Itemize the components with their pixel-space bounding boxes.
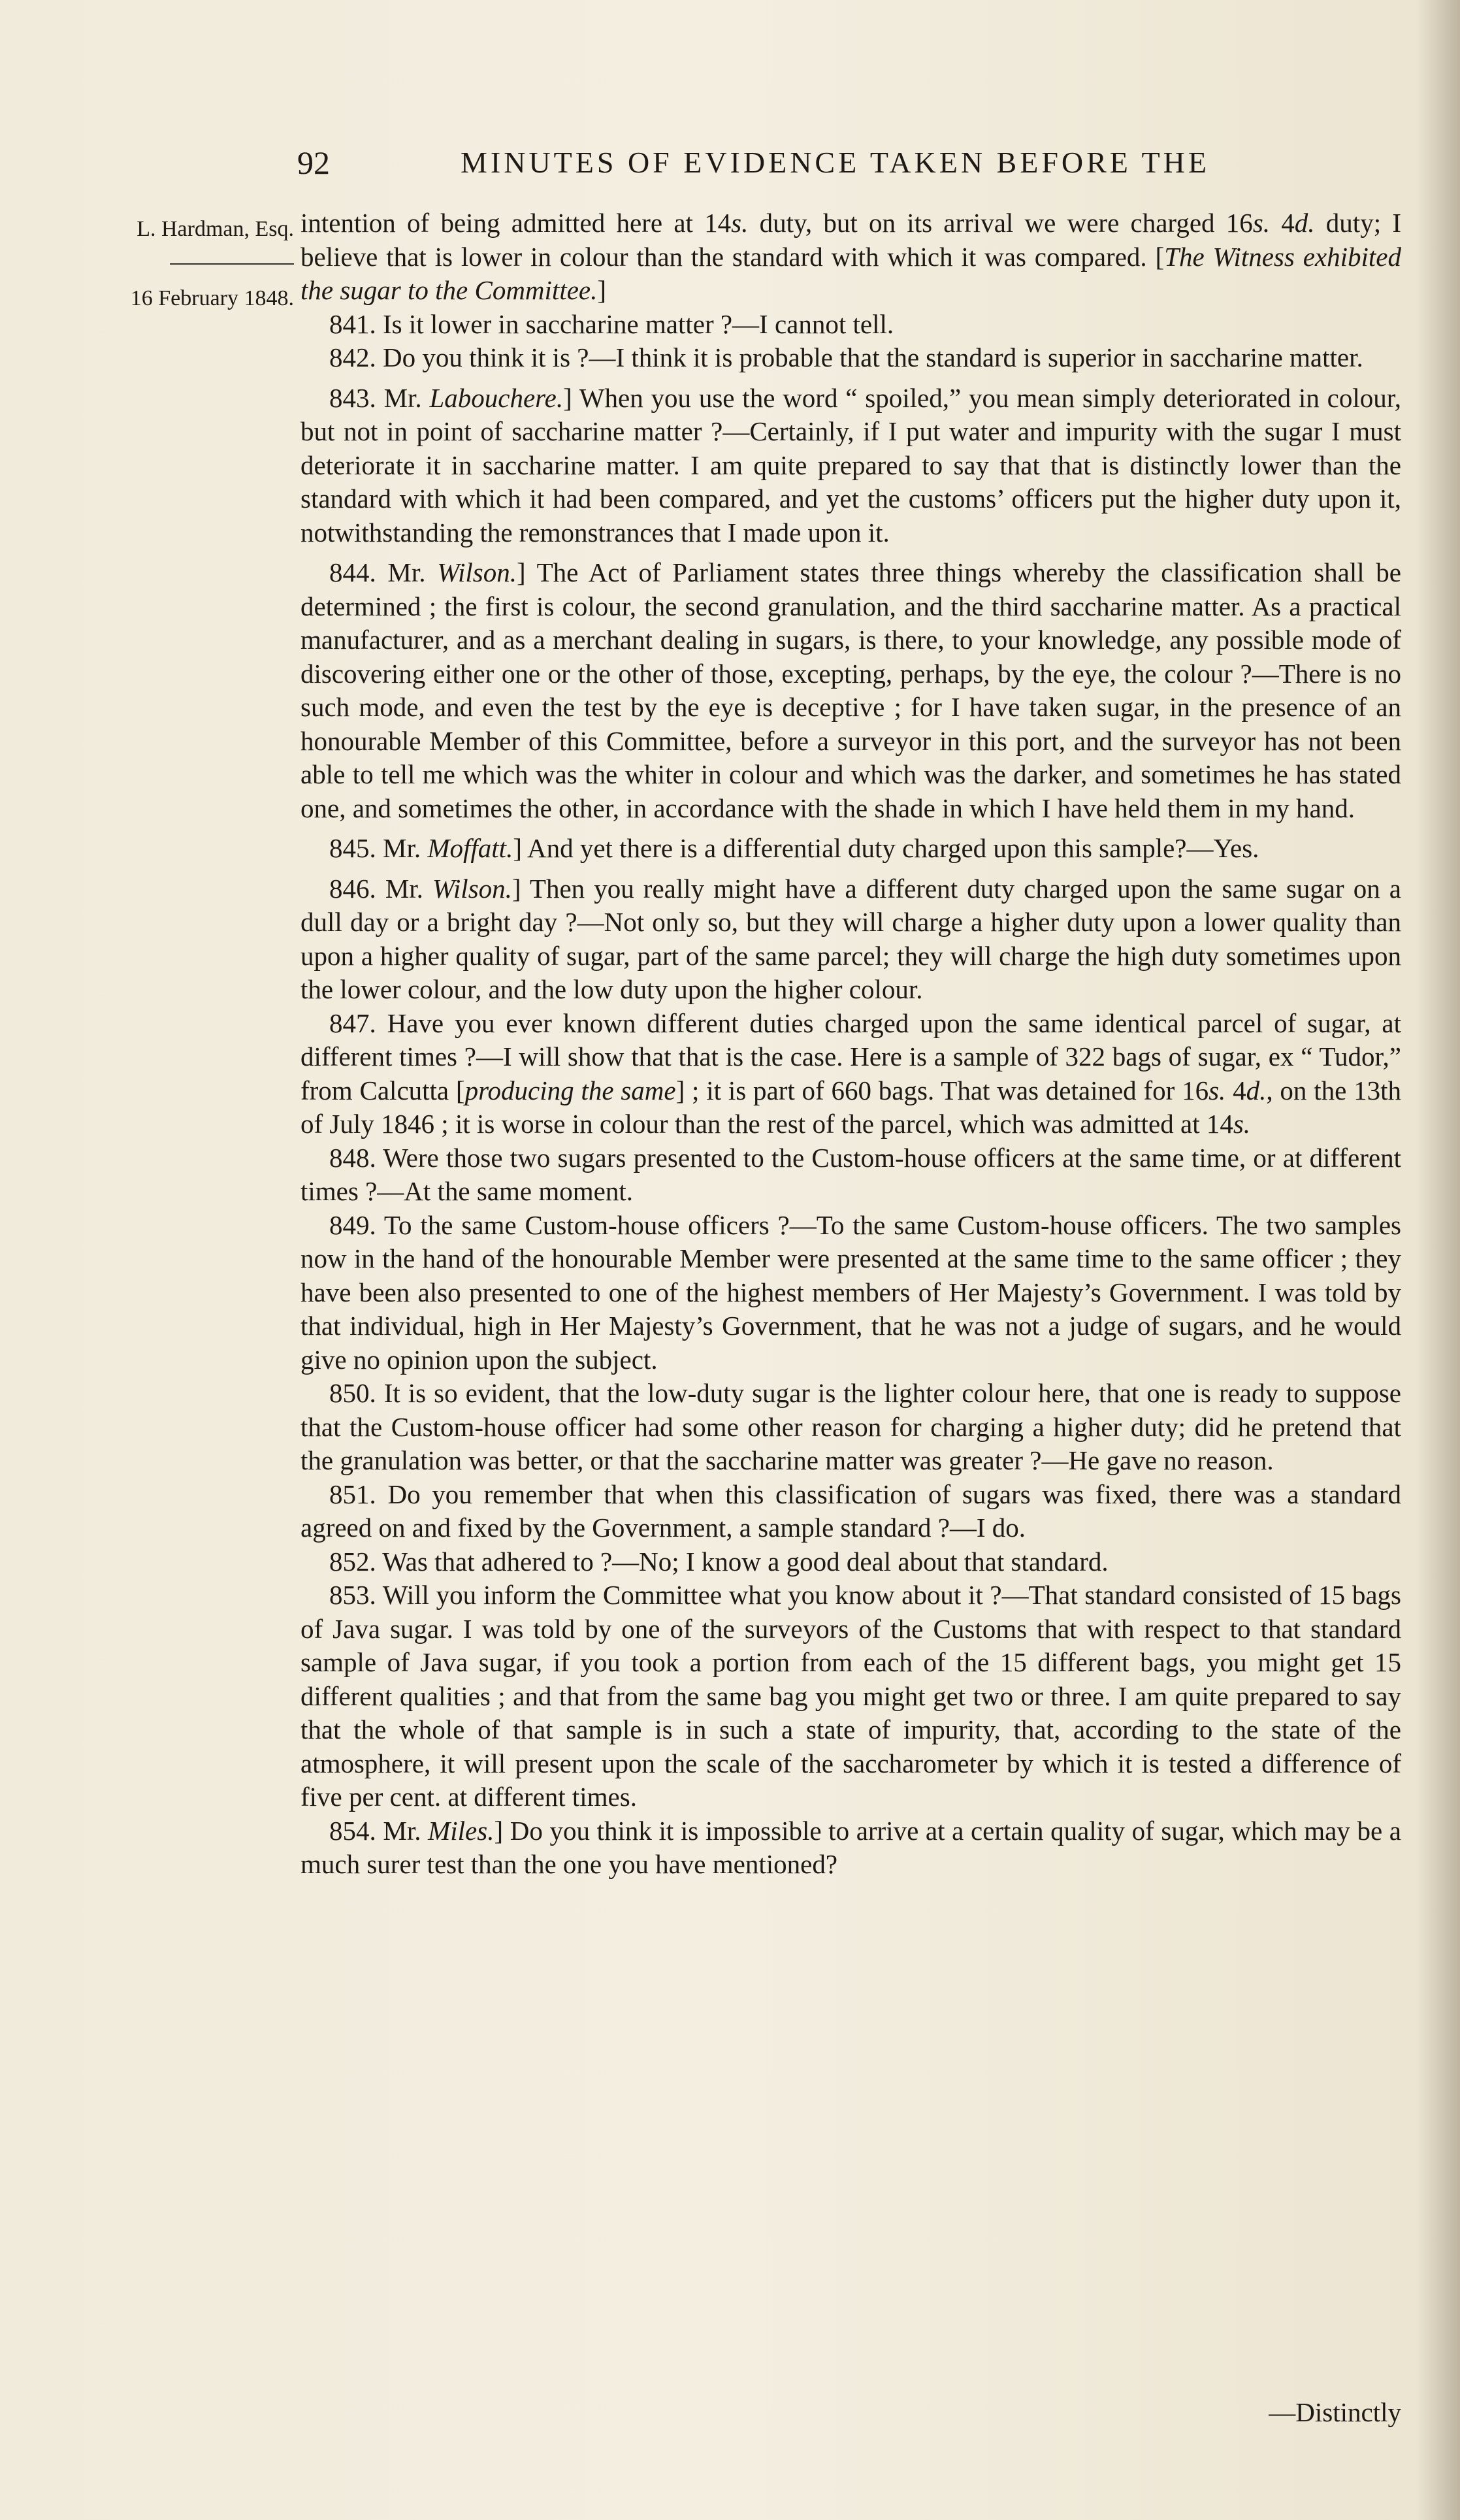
italic-run: d. — [1246, 1075, 1267, 1105]
italic-run: s. — [1252, 208, 1271, 238]
text-run: 851. Do you remember that when this classification of sugars was fixed, there was a standard agreed on and fixed by the Government, a sample standard ?—I do. — [300, 1479, 1401, 1543]
italic-run: Wilson. — [437, 557, 517, 587]
text-run: ] When you use the word “ spoiled,” you mean simply deteriorated in colour, but not in point of saccharine matter ?—Certainly, if I put water and impurity with the sugar I must deteriorate it in saccharine matter. I am quite prepared to say that that is distinctly lower than the standard with which it had been compared, and yet the customs’ officers put the higher duty upon it, notwithstanding the remonstrances that I made upon it. — [300, 382, 1401, 548]
witness-name: L. Hardman, Esq. — [137, 217, 294, 241]
text-run: 843. Mr. — [329, 382, 430, 413]
evidence-paragraph-p844 — [300, 556, 1401, 825]
text-run: 841. Is it lower in saccharine matter ?—I cannot tell. — [329, 308, 894, 339]
text-run: duty; I believe that is lower in colour than the standard with which it was compared. [ — [300, 208, 1402, 272]
evidence-paragraph-p847 — [300, 1007, 1401, 1141]
italic-run: s. — [1233, 1109, 1251, 1139]
evidence-paragraph-p842 — [300, 341, 1401, 375]
italic-run: s. — [731, 208, 749, 238]
text-run: intention of being admitted here at 14 — [300, 208, 732, 238]
margin-note — [65, 212, 294, 316]
italic-run: Miles. — [428, 1815, 495, 1846]
evidence-paragraph-p843 — [300, 382, 1401, 550]
margin-rule — [170, 263, 294, 265]
text-run: ] Then you really might have a different duty charged upon the same sugar on a dull day or a bright day ?—Not only so, but they will charge a higher duty upon a lower quality than upon a higher quality of sugar, part of the same parcel; they will charge the high duty sometimes upon the lower colour, and the low duty upon the higher colour. — [300, 873, 1401, 1004]
text-run: ] ; it is part of 660 bags. That was detained for 16 — [675, 1075, 1209, 1105]
evidence-paragraph-p852 — [300, 1545, 1401, 1579]
evidence-paragraph-p841 — [300, 308, 1401, 342]
running-head: MINUTES OF EVIDENCE TAKEN BEFORE THE — [461, 146, 1210, 179]
text-run: 850. It is so evident, that the low-duty sugar is the lighter colour here, that one is ready to suppose that the Custom-house officer had some other reason for charging a higher duty; did he pretend that the granulation was better, or that the saccharine matter was greater ?—He gave no reason. — [300, 1378, 1401, 1475]
text-run: 848. Were those two sugars presented to the Custom-house officers at the same time, or at different times ?—At the same moment. — [300, 1142, 1401, 1206]
evidence-paragraph-p851 — [300, 1478, 1401, 1545]
italic-run: s. — [1209, 1075, 1226, 1105]
italic-run: The Witness exhibited the sugar to the Committee. — [300, 241, 1401, 305]
evidence-paragraph-p848 — [300, 1141, 1401, 1209]
text-run: 847. Have you ever known different duties charged upon the same identical parcel of sugar, at different times ?—I will show that that is the case. Here is a sample of 322 bags of sugar, ex “ Tudor,” from Calcutta [ — [300, 1007, 1401, 1105]
catchword: —Distinctly — [1269, 2397, 1401, 2427]
text-run: 844. Mr. — [329, 557, 438, 587]
italic-run: Moffatt. — [427, 833, 513, 863]
text-run: ] Do you think it is impossible to arrive at a certain quality of sugar, which may be a much surer test than the one you have mentioned? — [300, 1815, 1401, 1879]
italic-run: Labouchere. — [429, 382, 564, 413]
evidence-paragraph-p853 — [300, 1579, 1401, 1814]
italic-run: Wilson. — [432, 873, 512, 904]
text-run: duty, but on its arrival we were charged 16 — [748, 208, 1253, 238]
text-run: 846. Mr. — [329, 873, 433, 904]
text-run: 4 — [1270, 208, 1295, 238]
page-header — [297, 140, 1408, 186]
text-run: 845. Mr. — [329, 833, 428, 863]
page-number: 92 — [297, 144, 330, 181]
text-run: 842. Do you think it is ?—I think it is probable that the standard is superior in saccharine matter. — [329, 342, 1363, 372]
italic-run: d. — [1294, 208, 1315, 238]
text-run: ] — [597, 275, 607, 305]
evidence-paragraph-p845 — [300, 832, 1401, 866]
text-run: 854. Mr. — [329, 1815, 429, 1846]
evidence-paragraph-p849 — [300, 1209, 1401, 1377]
text-run: 853. Will you inform the Committee what you know about it ?—That standard consisted of 15 bags of Java sugar. I was told by one of the surveyors of the Customs that with respect to that standard sample of Java sugar, if you took a portion from each of the 15 different bags, you might get 15 different qualities ; and that from the same bag you might get two or three. I am quite prepared to say that the whole of that sample is in such a state of impurity, that, according to the state of the atmosphere, it will present upon the scale of the saccharometer by which it is tested a difference of five per cent. at different times. — [300, 1580, 1401, 1812]
evidence-paragraph-p0 — [300, 206, 1401, 308]
evidence-paragraph-p854 — [300, 1814, 1401, 1882]
text-run: 4 — [1225, 1075, 1246, 1105]
evidence-body — [300, 206, 1401, 1882]
text-run: 852. Was that adhered to ?—No; I know a good deal about that standard. — [329, 1546, 1109, 1577]
italic-run: producing the same — [464, 1075, 676, 1105]
text-run: , on the 13th of July 1846 ; it is worse in colour than the rest of the parcel, which was admitted at 14 — [300, 1075, 1402, 1139]
evidence-date: 16 February 1848. — [130, 286, 294, 311]
text-run: 849. To the same Custom-house officers ?—To the same Custom-house officers. The two samples now in the hand of the honourable Member were presented at the same time to the same officer ; they have been also presented to one of the highest members of Her Majesty’s Government. I was told by that individual, high in Her Majesty’s Government, that he was not a judge of sugars, and he would give no opinion upon the subject. — [300, 1209, 1401, 1375]
text-run: ] The Act of Parliament states three things whereby the classification shall be determined ; the first is colour, the second granulation, and the third saccharine matter. As a practical manufacturer, and as a merchant dealing in sugars, is there, to your knowledge, any possible mode of discovering either one or the other of those, excepting, perhaps, by the eye, the colour ?—There is no such mode, and even the test by the eye is deceptive ; for I have taken sugar, in the presence of an honourable Member of this Committee, before a surveyor in this port, and the surveyor has not been able to tell me which was the whiter in colour and which was the darker, and sometimes he has stated one, and sometimes the other, in accordance with the shade in which I have held them in my hand. — [300, 557, 1401, 823]
evidence-paragraph-p850 — [300, 1377, 1401, 1478]
evidence-paragraph-p846 — [300, 872, 1401, 1007]
text-run: ] And yet there is a differential duty charged upon this sample?—Yes. — [513, 833, 1259, 863]
